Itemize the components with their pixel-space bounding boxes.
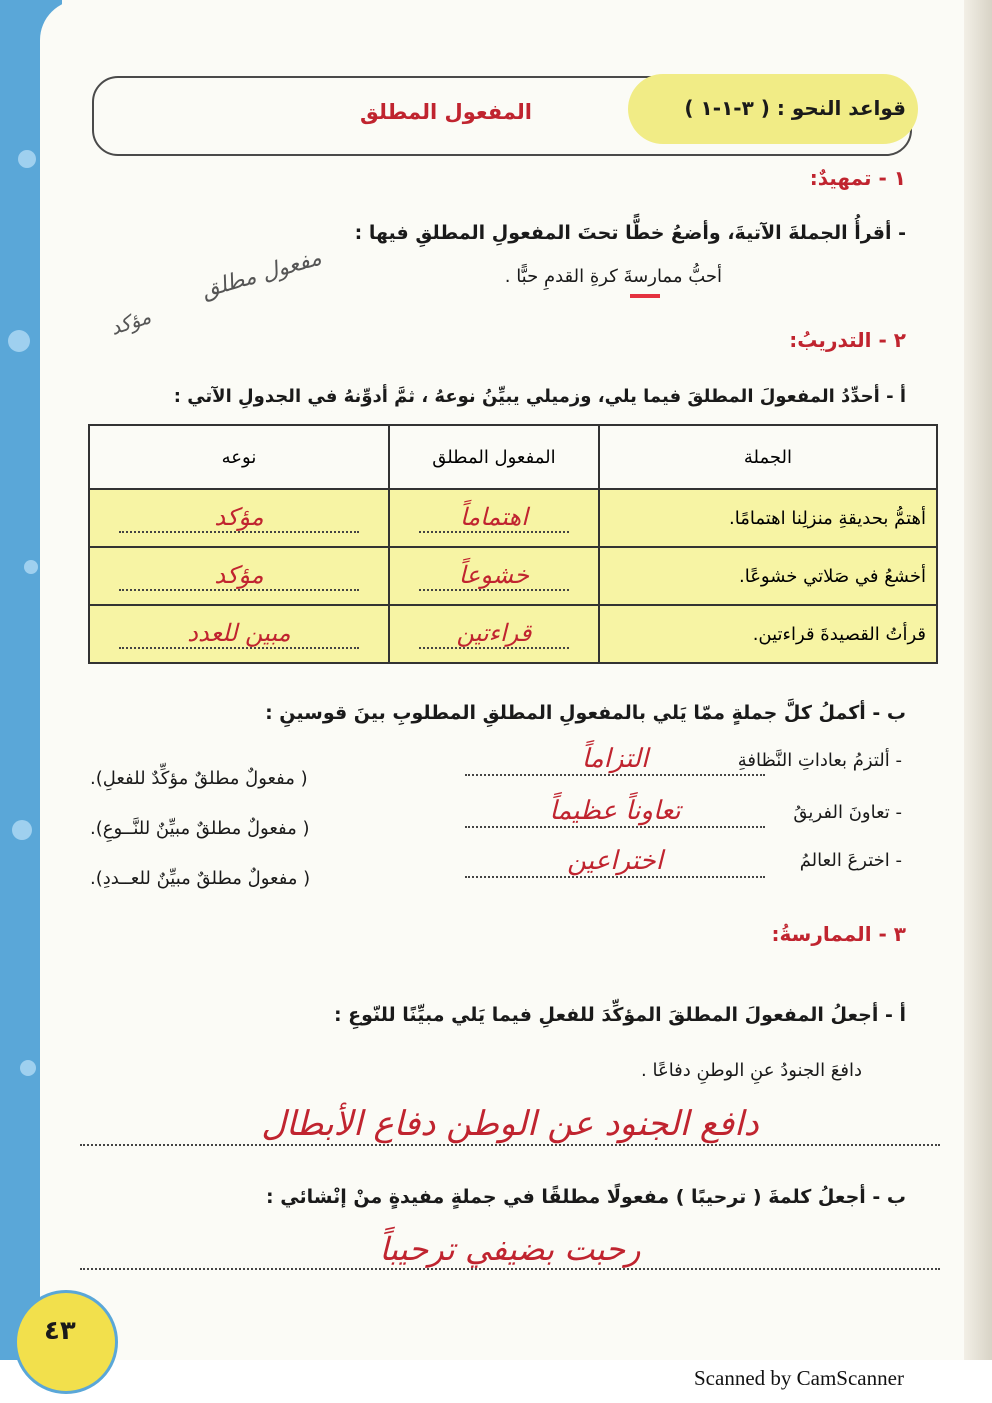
practice-part-a-answer[interactable]: دافع الجنود عن الوطن دفاع الأبطال — [80, 1104, 940, 1146]
underline-mark — [630, 294, 660, 298]
row-type-answer[interactable]: مبين للعدد — [119, 619, 359, 649]
completion-hint: ( مفعولٌ مطلقٌ مبيِّنٌ للعــددِ). — [90, 868, 311, 889]
completion-answer[interactable]: تعاوناً عظيماً — [465, 796, 765, 828]
pencil-note-2: مؤكد — [107, 304, 154, 340]
training-part-a-instruction: أ - أحدِّدُ المفعولَ المطلقَ فيما يلي، وزميلي يبيِّنُ نوعهُ ، ثمَّ أدوِّنهُ في الجدولِ الآتي : — [173, 386, 906, 407]
completion-prompt: - ألتزمُ بعاداتِ النَّظافةِ — [737, 750, 902, 771]
completion-prompt: - تعاونَ الفريقُ — [793, 802, 902, 823]
intro-heading: ١ - تمهيدٌ: — [809, 166, 906, 190]
page-fold-shadow — [964, 0, 992, 1360]
table-header-row — [89, 425, 937, 489]
table-header-mafool: المفعول المطلق — [389, 425, 599, 489]
header-title: المفعول المطلق — [360, 100, 532, 124]
completion-answer[interactable]: اختراعين — [465, 846, 765, 878]
answer-table — [88, 424, 938, 664]
practice-part-b-answer[interactable]: رحبت بضيفي ترحيباً — [80, 1230, 940, 1270]
page-number: ٤٣ — [44, 1316, 76, 1346]
table-header-type: نوعه — [89, 425, 389, 489]
practice-part-a-instruction: أ - أجعلُ المفعولَ المطلقَ المؤكِّدَ للفعلِ فيما يَلي مبيِّنًا للنّوعِ : — [333, 1004, 906, 1026]
decor-dot — [18, 150, 36, 168]
completion-prompt: - اخترعَ العالمُ — [799, 850, 902, 871]
side-decor-wave — [40, 0, 90, 1360]
completion-answer[interactable]: التزاماً — [465, 744, 765, 776]
table-row — [89, 489, 937, 547]
table-header-sentence: الجملة — [599, 425, 937, 489]
decor-dot — [20, 1060, 36, 1076]
row-mafool-answer[interactable]: اهتماماً — [419, 503, 569, 533]
row-sentence: أخشعُ في صَلاتي خشوعًا. — [599, 547, 937, 605]
completion-hint: ( مفعولٌ مطلقٌ مؤكِّدٌ للفعلِ). — [90, 768, 308, 789]
row-type-answer[interactable]: مؤكد — [119, 561, 359, 591]
training-part-b-instruction: ب - أكملُ كلَّ جملةٍ ممّا يَلي بالمفعولِ المطلقِ المطلوبِ بينَ قوسينِ : — [265, 702, 906, 724]
practice-heading: ٣ - الممارسةُ: — [771, 922, 906, 946]
completion-hint: ( مفعولٌ مطلقٌ مبيِّنٌ للنَّــوعِ). — [90, 818, 310, 839]
intro-sentence: أحبُّ ممارسةَ كرةِ القدمِ حبًّا . — [504, 266, 722, 287]
scanner-watermark: Scanned by CamScanner — [694, 1366, 904, 1390]
practice-part-b-instruction: ب - أجعلُ كلمةَ ( ترحيبًا ) مفعولًا مطلقًا في جملةٍ مفيدةٍ منْ إنْشائي : — [266, 1186, 906, 1208]
decor-dot — [8, 330, 30, 352]
row-sentence: أهتمُّ بحديقةِ منزلِنا اهتمامًا. — [599, 489, 937, 547]
header-section: قواعد النحو : ( ٣-١-١ ) — [684, 96, 906, 120]
decor-dot — [24, 560, 38, 574]
row-type-answer[interactable]: مؤكد — [119, 503, 359, 533]
row-sentence: قرأتُ القصيدةَ قراءتين. — [599, 605, 937, 663]
practice-part-a-sentence: دافعَ الجنودُ عنِ الوطنِ دفاعًا . — [641, 1060, 862, 1081]
pencil-note-1: مفعول مطلق — [198, 245, 325, 304]
row-mafool-answer[interactable]: خشوعاً — [419, 561, 569, 591]
training-heading: ٢ - التدريبُ: — [789, 328, 906, 352]
intro-instruction: - أقرأُ الجملةَ الآتيةَ، وأضعُ خطًّا تحتَ المفعولِ المطلقِ فيها : — [354, 222, 906, 244]
table-row — [89, 547, 937, 605]
decor-dot — [12, 820, 32, 840]
table-row — [89, 605, 937, 663]
row-mafool-answer[interactable]: قراءتين — [419, 619, 569, 649]
